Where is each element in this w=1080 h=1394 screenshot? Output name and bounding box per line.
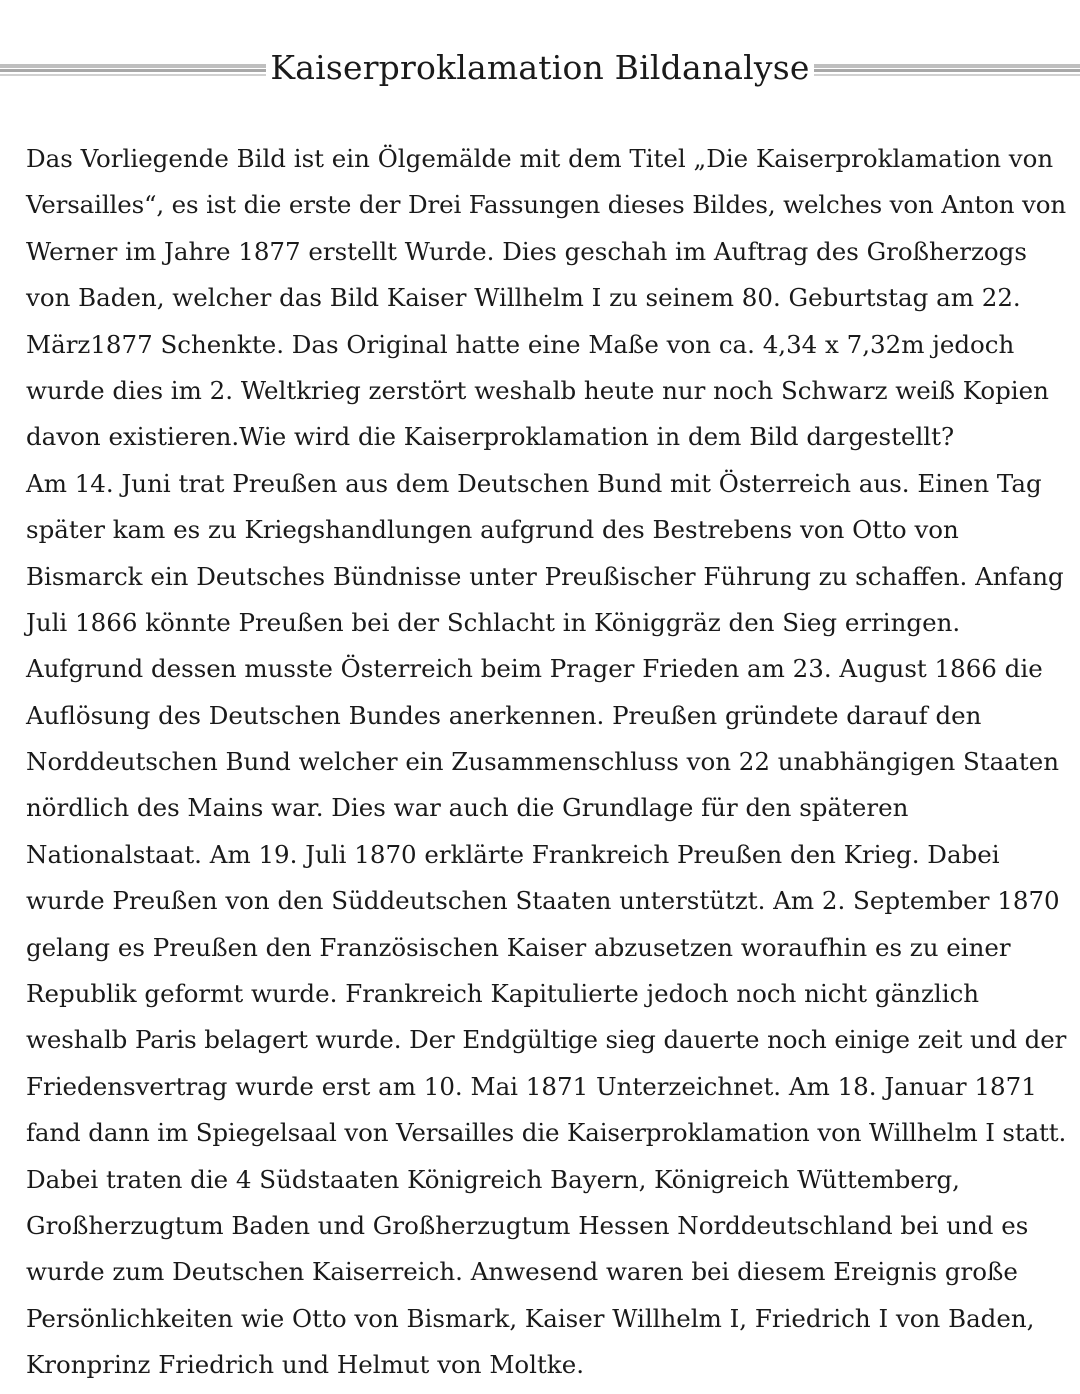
document-header bbox=[0, 40, 1080, 94]
body-line: fand dann im Spiegelsaal von Versailles die Kaiserproklamation von Willhelm I statt. bbox=[26, 1118, 1067, 1148]
body-line: Nationalstaat. Am 19. Juli 1870 erklärte Frankreich Preußen den Krieg. Dabei bbox=[26, 839, 1000, 869]
document-body bbox=[26, 136, 1066, 1389]
document-title: Kaiserproklamation Bildanalyse bbox=[266, 48, 813, 87]
body-line: Werner im Jahre 1877 erstellt Wurde. Dies geschah im Auftrag des Großherzogs bbox=[26, 236, 1027, 266]
body-line: wurde Preußen von den Süddeutschen Staaten unterstützt. Am 2. September 1870 bbox=[26, 886, 1060, 916]
body-line: Norddeutschen Bund welcher ein Zusammenschluss von 22 unabhängigen Staaten bbox=[26, 747, 1059, 777]
body-line: Großherzugtum Baden und Großherzugtum Hessen Norddeutschland bei und es bbox=[26, 1210, 1029, 1240]
body-line: Persönlichkeiten wie Otto von Bismark, Kaiser Willhelm I, Friedrich I von Baden, bbox=[26, 1303, 1035, 1333]
body-line: wurde dies im 2. Weltkrieg zerstört weshalb heute nur noch Schwarz weiß Kopien bbox=[26, 375, 1049, 405]
body-line: Auflösung des Deutschen Bundes anerkennen. Preußen gründete darauf den bbox=[26, 700, 982, 730]
body-line: Friedensvertrag wurde erst am 10. Mai 1871 Unterzeichnet. Am 18. Januar 1871 bbox=[26, 1071, 1037, 1101]
body-line: Dabei traten die 4 Südstaaten Königreich Bayern, Königreich Wüttemberg, bbox=[26, 1164, 960, 1194]
body-line: gelang es Preußen den Französischen Kaiser abzusetzen woraufhin es zu einer bbox=[26, 932, 1011, 962]
body-line: weshalb Paris belagert wurde. Der Endgültige sieg dauerte noch einige zeit und der bbox=[26, 1025, 1067, 1055]
body-line: nördlich des Mains war. Dies war auch die Grundlage für den späteren bbox=[26, 793, 909, 823]
body-line: Kronprinz Friedrich und Helmut von Moltke. bbox=[26, 1350, 584, 1380]
body-line: Am 14. Juni trat Preußen aus dem Deutschen Bund mit Österreich aus. Einen Tag bbox=[26, 468, 1042, 498]
document-title-row bbox=[0, 46, 1080, 90]
body-line: Das Vorliegende Bild ist ein Ölgemälde mit dem Titel „Die Kaiserproklamation von bbox=[26, 144, 1054, 173]
body-line: davon existieren.Wie wird die Kaiserproklamation in dem Bild dargestellt? bbox=[26, 422, 955, 452]
body-line: Aufgrund dessen musste Österreich beim Prager Frieden am 23. August 1866 die bbox=[26, 654, 1043, 684]
body-line: März1877 Schenkte. Das Original hatte eine Maße von ca. 4,34 x 7,32m jedoch bbox=[26, 329, 1015, 359]
body-line: Republik geformt wurde. Frankreich Kapitulierte jedoch noch nicht gänzlich bbox=[26, 979, 980, 1009]
body-line: Versailles“, es ist die erste der Drei Fassungen dieses Bildes, welches von Anton von bbox=[26, 190, 1066, 220]
body-line: später kam es zu Kriegshandlungen aufgrund des Bestrebens von Otto von bbox=[26, 515, 959, 545]
body-line: von Baden, welcher das Bild Kaiser Willhelm I zu seinem 80. Geburtstag am 22. bbox=[26, 283, 1021, 313]
body-line: Juli 1866 könnte Preußen bei der Schlacht in Königgräz den Sieg erringen. bbox=[26, 607, 961, 637]
body-line: Bismarck ein Deutsches Bündnisse unter Preußischer Führung zu schaffen. Anfang bbox=[26, 561, 1064, 591]
body-line: wurde zum Deutschen Kaiserreich. Anwesend waren bei diesem Ereignis große bbox=[26, 1257, 1018, 1287]
